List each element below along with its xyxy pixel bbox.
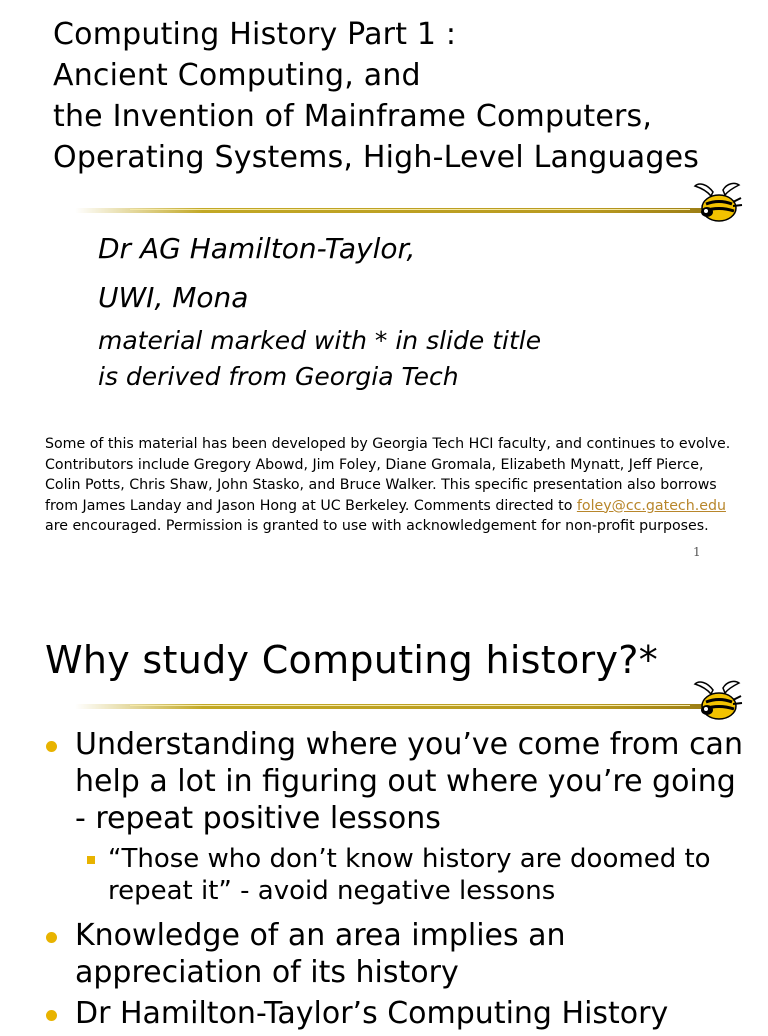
author-name: Dr AG Hamilton-Taylor, xyxy=(98,232,416,265)
title-divider-highlight xyxy=(130,209,690,210)
bullet-item xyxy=(45,726,745,837)
yellow-jacket-mascot-icon xyxy=(693,680,743,722)
credits-paragraph xyxy=(45,434,735,537)
sub-bullet-item xyxy=(45,843,745,907)
bullet-dot-icon xyxy=(46,932,57,943)
yellow-jacket-mascot-icon xyxy=(693,182,743,224)
bullet-text: Dr Hamilton-Taylor’s Computing History xyxy=(75,996,669,1031)
email-link[interactable]: foley@cc.gatech.edu xyxy=(576,497,726,514)
page-number: 1 xyxy=(693,545,701,559)
slide-1-title xyxy=(53,14,699,178)
bullet-dot-icon xyxy=(46,1010,57,1021)
sub-bullet-text: “Those who don’t know history are doomed to repeat it” - avoid negative lessons xyxy=(108,844,711,906)
slide-2 xyxy=(0,600,768,1031)
bullet-dot-icon xyxy=(46,741,57,752)
bullet-item xyxy=(45,917,745,991)
title-line: Ancient Computing, and xyxy=(53,58,421,93)
credits-text: are encouraged. Permission is granted to use with acknowledgement for non-profit purposes. xyxy=(45,518,709,535)
title-line: Operating Systems, High-Level Languages xyxy=(53,140,700,175)
bullet-list xyxy=(45,726,745,1036)
bullet-square-icon xyxy=(87,856,95,864)
bullet-item xyxy=(45,995,745,1032)
title-line: the Invention of Mainframe Computers, xyxy=(53,99,653,134)
title-line: Computing History Part 1 : xyxy=(53,17,457,52)
bullet-text: Knowledge of an area implies an appreciation of its history xyxy=(75,918,566,990)
credits-text: Some of this material has been developed by Georgia Tech HCI faculty, and continues to evolve. Contributors include Gregory Abowd, Jim Foley, Diane Gromala, Elizabeth Mynatt, Jeff Pierce, Colin Potts, Chris Shaw, John Stasko, and Bruce Walker. This specific presentation also borrows from James Landay and Jason Hong at UC Berkeley. Comments directed to xyxy=(45,436,731,514)
title-divider-highlight xyxy=(130,705,690,706)
slide-2-title: Why study Computing history?* xyxy=(45,638,659,682)
bullet-text: Understanding where you’ve come from can help a lot in figuring out where you’re going - repeat positive lessons xyxy=(75,727,743,836)
note-line: is derived from Georgia Tech xyxy=(98,362,459,391)
note-line: material marked with * in slide title xyxy=(98,326,542,355)
author-affiliation: UWI, Mona xyxy=(98,281,249,314)
